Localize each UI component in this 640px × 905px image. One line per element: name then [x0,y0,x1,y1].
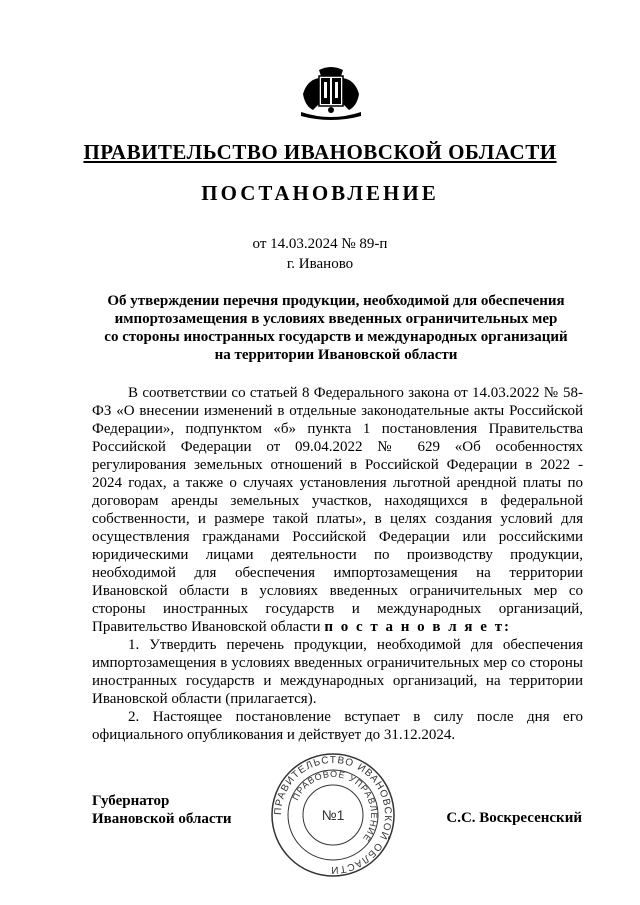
document-date-number: от 14.03.2024 № 89-п [252,236,388,252]
signatory-name: С.С. Воскресенский [446,810,582,826]
subject-line: импортозамещения в условиях введенных ограничительных мер [114,311,558,327]
preamble-text: В соответствии со статьей 8 Федерального закона от 14.03.2022 № 58-ФЗ «О внесении изменений в отдельные законодательные акты Российской Федерации», подпунктом «б» пункта 1 постановления Правительства Российской Федерации от 09.04.2022 № 629 «Об особенностях регулирования земельных отношений в Российской Федерации в 2022 - 2024 годах, а также о случаях установления льготной арендной платы по договорам аренды земельных участков, находящихся в федеральной собственности, и размере такой платы», в целях создания условий для осуществления гражданами Российской Федерации или российскими юридическими лицами деятельности по производству продукции, необходимой для обеспечения импортозамещения на территории Ивановской области в условиях введенных ограничительных мер со стороны иностранных государств и международных организаций, Правительство Ивановской области [92,385,583,635]
subject-line: на территории Ивановской области [214,347,458,363]
signatory-title-line: Ивановской области [92,811,232,827]
seal-inner-text: ПРАВОВОЕ УПРАВЛЕНИЕ [290,768,380,845]
subject-line: со стороны иностранных государств и международных организаций [104,329,568,345]
seal-outer-text: ПРАВИТЕЛЬСТВО ИВАНОВСКОЙ ОБЛАСТИ [272,754,394,876]
preamble-paragraph [92,384,583,636]
document-type: ПОСТАНОВЛЕНИЕ [201,181,439,205]
document-city: г. Иваново [286,256,354,272]
document-body [92,384,583,744]
item-2-paragraph: 2. Настоящее постановление вступает в силу после дня его официального опубликования и действует до 31.12.2024. [92,709,583,743]
organization-title: ПРАВИТЕЛЬСТВО ИВАНОВСКОЙ ОБЛАСТИ [83,140,557,164]
signatory-title [92,792,232,828]
coat-of-arms-emblem [293,64,369,120]
subject-line: Об утверждении перечня продукции, необходимой для обеспечения [107,293,565,309]
item-1-paragraph: 1. Утвердить перечень продукции, необходимой для обеспечения импортозамещения в условиях введенных ограничительных мер со стороны иностранных государств и международных организаций, на территории Ивановской области (прилагается). [92,637,583,707]
signatory-title-line: Губернатор [92,793,170,809]
official-seal-stamp [270,752,396,878]
resolve-word: п о с т а н о в л я е т: [324,619,512,635]
document-subject [96,292,576,364]
seal-number: №1 [321,807,345,823]
